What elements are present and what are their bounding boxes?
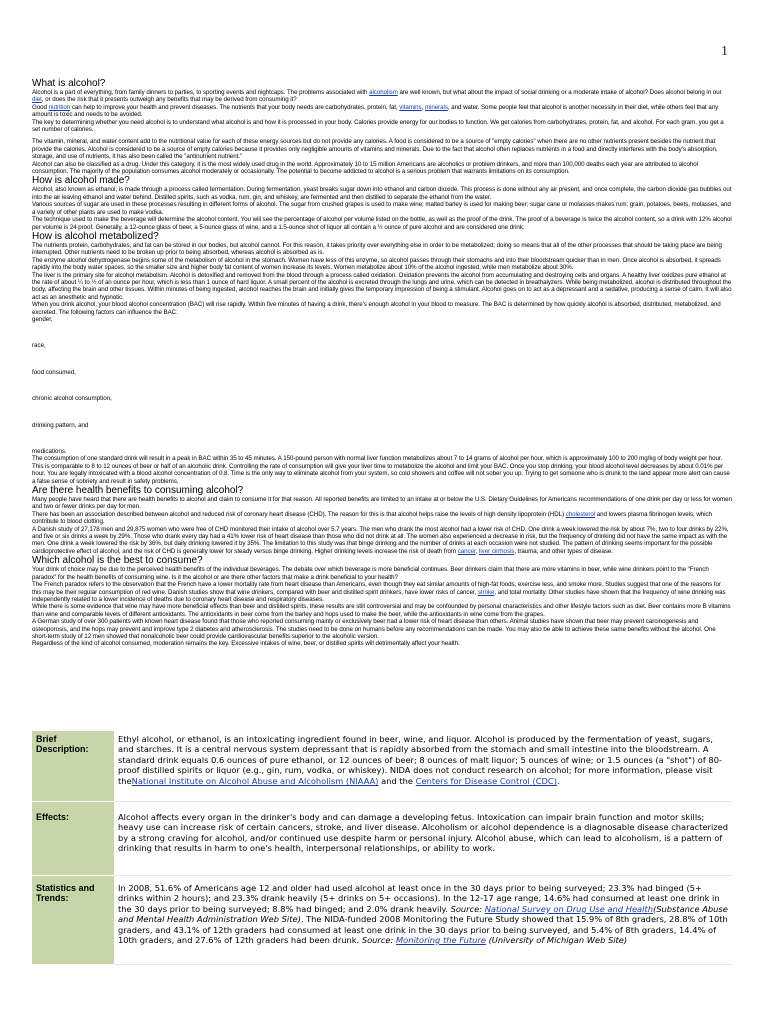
link-cholesterol[interactable]: cholesterol [565,510,596,518]
paragraph: Regardless of the kind of alcohol consumed, moderation remains the key. Excessive intakes of wine, beer, or distilled spirits will detrimentally affect your health. [32,640,460,648]
sections-before-factors [32,78,732,316]
bac-factor-item: food consumed, [32,368,77,376]
link-vitamins[interactable]: vitamins [399,103,422,111]
link-monitoring-the-future[interactable]: Monitoring the Future [395,935,486,946]
paragraph: A Danish study of 27,178 men and 29,875 women who were free of CHD monitored their intake of alcohol over 5.7 years. The men who drank the most alcohol had a lower risk of CHD. One drink a week lowered the risk by about 7%, two to four drinks by 22%, and five or six drinks a week by 29%. Those who drank every day had a 41% lower risk of heart disease than those who did not drink at all. The women also experienced a decrease in risk, but the frequency of drinking did not have the same impact as with the men. One drink a week lowered the risk by 36%, but daily drinking lowered it by 35%. The limitation to this study was that binge drinking and the number of drinks at each occasion were not studied. The pattern of drinking seems important for the possible cardioprotective effect of alcohol, and the risk of CHD is generally lower for steady versus binge drinking. Higher drinking levels increase the risk of death from cancer, liver cirrhosis, trauma, and other types of disease. [32,525,729,555]
paragraph: Your drink of choice may be due to the perceived health benefits of the individual beverages. The debate over which beverage is more beneficial continues. Beer drinkers claim that there are more vitamins in beer, while wine drinkers point to the "French paradox" for the health benefits of consuming wine. Is it the alcohol or are there other factors that make a drink beneficial to your health? [32,566,709,581]
paragraph: Various sources of sugar are used in these processes resulting in different forms of alcohol. The sugar from crushed grapes is used to make wine; malted barley is used for making beer; sugar cane or molasses makes rum; grain, potatoes, beets, molasses, and a variety of other plants are used to make vodka. [32,201,731,216]
paragraph: The vitamin, mineral, and water content add to the nutritional value for each of these energy sources but do not provide any calories. A food is considered to be a source of "empty calories" when there are no other nutrients present besides the nutrient that provide the calories. Alcohol is considered to be a source of empty calories because it provides only negligible amounts of vitamins and minerals. Due to the fact that alcohol often replaces nutrients in a food and directly interferes with the body's absorption, storage, and use of nutrients, it has also been called the "antinutrient nutrient." [32,138,718,161]
alcohol-info-table [32,731,732,965]
link-national-survey-on-drug-use-and-health[interactable]: National Survey on Drug Use and Health [484,903,653,914]
paragraph: While there is some evidence that wine may have more beneficial effects than beer and distilled spirits, these results are still controversial and may be confounded by personal characteristics and other lifestyle factors such as diet. Beer contains more B vitamins than wine and comparable levels of different antioxidants. The antioxidants in beer come from the barley and hops used to make the beer, while the antioxidants in wine come from the grapes. [32,603,731,618]
info-row [32,731,732,802]
paragraph: Alcohol, also known as ethanol, is made through a process called fermentation. During fermentation, yeast breaks sugar down into ethanol and carbon dioxide. This process is done without any air present, and once complete, the carbon dioxide gas bubbles out into the air leaving ethanol and water behind. Distilled spirits, such as vodka, rum, gin, and whiskey, are fermented and then distilled to separate the ethanol from the water. [32,186,732,201]
bac-factor-list [32,316,732,455]
link-diet[interactable]: diet [32,96,42,104]
paragraph: The liver is the primary site for alcohol metabolism. Alcohol is detoxified and removed from the blood through a process called oxidation. Oxidation prevents the alcohol from accumulating and destroying cells and organs. A healthy liver oxidizes pure ethanol at the rate of about ¼ to ½ of an ounce per hour, which is less than 1 ounce of hard liquor. A small percent of the alcohol is excreted through the lungs and urine, which can be detected in breathalyzers. While being metabolized, alcohol is distributed throughout the body, affecting the brain and other tissues. Within minutes of being ingested, alcohol reaches the brain and initially gives the temporary impression of being a stimulant. Alcohol goes on to act as a depressant and a sedative, producing a sense of calm. It will also act as an anesthetic and hypnotic. [32,271,732,301]
link-nutrition[interactable]: nutrition [48,103,71,111]
bac-factor-item: gender, [32,315,53,323]
section-heading: How is alcohol metabolized? [32,230,159,242]
source-note: (University of Michigan Web Site) [485,935,628,946]
paragraph: The nutrients protein, carbohydrates, and fat can be stored in our bodies, but alcohol cannot. For this reason, it takes priority over everything else in order to be metabolized; doing so means that all of the other processes that should be taking place are being interrupted. Other nutrients need to be broken up prior to being absorbed, whereas alcohol is absorbed as is. [32,241,722,257]
source-note: Source: [450,903,485,914]
link-cancer[interactable]: cancer [457,547,476,555]
info-row-text: In 2008, 51.6% of Americans age 12 and older had used alcohol at least once in the 30 days prior to being surveyed; 23.3% had binged (5+ drinks within 2 hours); and 23.3% drank heavily (5+ drinks on 5+ occasions). In the 12-17 age range, 14.6% had consumed at least one drink in the 30 days prior to being surveyed; 8.8% had binged; and 2.0% drank heavily. Source: National Survey on Drug Use and Health(Substance Abuse and Mental Health Administration Web Site). The NIDA-funded 2008 Monitoring the Future Study showed that 15.9% of 8th graders, 28.8% of 10th graders, and 43.1% of 12th graders had consumed at least one drink in the 30 days prior to being surveyed, and 5.4% of 8th graders, 14.4% of 10th graders, and 27.6% of 12th graders had been drunk. Source: Monitoring the Future (University of Michigan Web Site) [114,876,732,965]
section-heading: How is alcohol made? [32,175,130,187]
section-heading: Are there health benefits to consuming alcohol? [32,485,244,497]
info-row [32,802,732,876]
paragraph: Many people have heard that there are health benefits to alcohol and claim to consume it for that reason. All reported benefits are limited to an intake at or below the U.S. Dietary Guidelines for Americans recommendations of one drink per day or less for women and two or fewer drinks per day for men. [32,496,732,511]
info-row-label: Statistics and Trends: [32,876,114,965]
info-row-text: Alcohol affects every organ in the drinker's body and can damage a developing fetus. Intoxication can impair brain function and motor skills; heavy use can increase risk of certain cancers, stroke, and liver disease. Alcoholism or alcohol dependence is a diagnosable disease characterized by a strong craving for alcohol, and/or continued use despite harm or personal injury. Alcohol abuse, which can lead to alcoholism, is a pattern of drinking that results in harm to one's health, interpersonal relationships, or ability to work. [114,802,732,876]
paragraph: Alcohol is a part of everything, from family dinners to parties, to sporting events and nightcaps. The problems associated with alcoholism are well known, but what about the impact of social drinking or a moderate intake of alcohol? Does alcohol belong in our diet, or does the risk that it presents outweigh any benefits that may be derived from consuming it? [32,89,722,104]
page-number: 1 [721,44,728,59]
bac-factor-item: race, [32,342,46,350]
bac-factor-item: chronic alcohol consumption, [32,395,112,403]
paragraph: When you drink alcohol, your blood alcohol concentration (BAC) will rise rapidly. Within five minutes of having a drink, there's enough alcohol in your blood to measure. The BAC is determined by how quickly alcohol is absorbed, distributed, metabolized, and excreted. The following factors can influence the BAC: [32,301,721,316]
paragraph: The consumption of one standard drink will result in a peak in BAC within 35 to 45 minutes. A 150-pound person with normal liver function metabolizes about 7 to 14 grams of alcohol per hour, which is approximately 100 to 200 mg/kg of body weight per hour. This is comparable to 8 to 12 ounces of beer or half of an alcoholic drink. Controlling the rate of consumption will give your liver time to metabolize the alcohol and limit your BAC. Once you stop drinking, your blood alcohol level decreases by about 0.01% per hour. You are legally intoxicated with a blood alcohol concentration of 0.8. Time is the only way to eliminate alcohol from your system, so cold showers and coffee will not sober you up. Trying to get someone who is drunk to the land appear more alert can cause a false sense of sobriety and result in safety problems. [32,455,730,485]
link-national-institute-on-alcohol-abuse-and-alcoholism-niaaa[interactable]: National Institute on Alcohol Abuse and Alcoholism (NIAAA) [131,775,379,786]
section-heading: What is alcohol? [32,78,106,89]
paragraph: There has been an association described between alcohol and reduced risk of coronary heart disease (CHD). The reason for this is that alcohol helps raise the levels of high density lipoprotein (HDL) cholesterol and lowers plasma fibrinogen levels, which contribute to blood clotting. [32,510,712,526]
paragraph: The key to determining whether you need alcohol is to understand what alcohol is and how it is processed in your body. Calories provide energy for our bodies to function. We get calories from carbohydrates, protein, fat, and alcohol. For each gram, you get a set number of calories. [32,118,724,134]
paragraph: A German study of over 300 patients with known heart disease found that those who reported consuming mainly or exclusively beer had a lower risk of heart disease than others. Animal studies have shown that beer may prevent carcinogenesis and osteoporosis, and the hops may prevent and improve type 2 diabetes and atherosclerosis. The studies need to be done on humans before any recommendations can be made. You may also be able to achieve these same benefits without the alcohol. One short-term study of 12 men showed that nonalcoholic beer could provide cardiovascular benefits superior to the alcoholic version. [32,618,716,640]
source-note: (Substance Abuse and Mental Health Administration Web Site) [118,903,728,925]
paragraph: The French paradox refers to the observation that the French have a lower mortality rate from heart disease than Americans, even though they eat similar amounts of high-fat foods, exercise less, and smoke more. Studies suggest that one of the reasons for this may be their regular consumption of red wine. Danish studies show that wine drinkers, compared with beer and distilled spirit drinkers, have lower risks of cancer, stroke, and total mortality. Other studies have shown that the frequency of wine drinking was independently related to a lower incidence of deaths due to coronary heart disease and respiratory diseases. [32,581,726,603]
source-note: Source: [361,935,396,946]
document-body [32,78,732,648]
paragraph: The technique used to make the beverage will determine the alcohol content. You will see the percentage of alcohol per volume listed on the bottle, as well as the proof of the drink. The proof of a beverage is twice the alcohol content, so a drink with 12% alcohol per volume is 24 proof. Generally, a 12-ounce glass of beer, a 5-ounce glass of wine, and a 1.5-ounce shot of liquor all contain a ½ ounce of pure alcohol and are considered one drink. [32,216,732,231]
link-minerals[interactable]: minerals [424,103,448,111]
info-row [32,876,732,965]
paragraph: The enzyme alcohol dehydrogenase begins some of the metabolism of alcohol in the stomach. Women have less of this enzyme, so alcohol passes through their stomachs and into their bloodstream quicker than in men. Once alcohol is absorbed, it spreads rapidly into the body water spaces, so the smaller size and higher body fat content of women increase its levels. Women metabolize about 10% of the alcohol ingested, while men metabolize about 30%. [32,256,721,272]
sections-after-factors [32,455,732,647]
info-row-label: Effects: [32,802,114,876]
link-centers-for-disease-control-cdc[interactable]: Centers for Disease Control (CDC) [415,775,557,786]
bac-factor-item: medications. [32,448,67,455]
link-stroke[interactable]: stroke [477,588,495,596]
link-liver-cirrhosis[interactable]: liver cirrhosis [479,547,515,555]
bac-factor-item: drinking pattern, and [32,421,89,429]
info-row-text: Ethyl alcohol, or ethanol, is an intoxicating ingredient found in beer, wine, and liquor. Alcohol is produced by the fermentation of yeast, sugars, and starches. It is a central nervous system depressant that is rapidly absorbed from the stomach and small intestine into the bloodstream. A standard drink equals 0.6 ounces of pure ethanol, or 12 ounces of beer; 8 ounces of malt liquor; 5 ounces of wine; or 1.5 ounces (a "shot") of 80-proof distilled spirits or liquor (e.g., gin, rum, vodka, or whiskey). NIDA does not conduct research on alcohol; for more information, please visit theNational Institute on Alcohol Abuse and Alcoholism (NIAAA) and the Centers for Disease Control (CDC). [114,731,732,802]
paragraph: Good nutrition can help to improve your health and prevent diseases. The nutrients that your body needs are carbohydrates, protein, fat, vitamins, minerals, and water. Some people feel that alcohol is another necessity in their diet, while others feel that any amount is toxic and needs to be avoided. [32,103,719,119]
section-heading: Which alcohol is the best to consume? [32,555,203,567]
paragraph: Alcohol can also be classified as a drug. Under this category, it is the most widely used drug in the world. Approximately 10 to 15 million Americans are alcoholics or problem drinkers, and more than 100,000 deaths each year are attributed to alcohol consumption. The majority of the population consumes alcohol moderately or occasionally. The potential to become addicted to alcohol is a serious problem that warrants limitations on its consumption. [32,160,698,176]
info-row-label: Brief Description: [32,731,114,802]
link-alcoholism[interactable]: alcoholism [369,89,398,96]
